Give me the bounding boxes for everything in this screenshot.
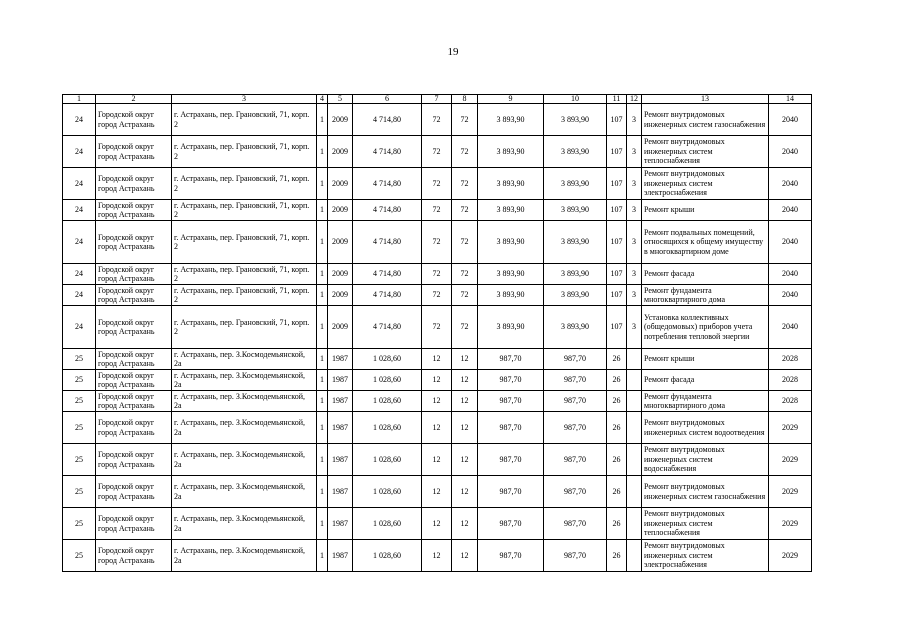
row-number-cell: 25 bbox=[63, 349, 96, 370]
cell: 107 bbox=[607, 285, 627, 306]
area-cell: 1 028,60 bbox=[353, 391, 422, 412]
table-row bbox=[63, 349, 812, 370]
area-cell: 1 028,60 bbox=[353, 508, 422, 540]
cell: 3 bbox=[627, 221, 642, 264]
municipality-cell: Городской округ город Астрахань bbox=[96, 412, 172, 444]
header-cell: 7 bbox=[422, 95, 452, 104]
municipality-cell: Городской округ город Астрахань bbox=[96, 349, 172, 370]
municipality-cell: Городской округ город Астрахань bbox=[96, 200, 172, 221]
plan-year-cell: 2040 bbox=[769, 168, 812, 200]
year-cell: 1987 bbox=[328, 370, 353, 391]
cell: 72 bbox=[422, 200, 452, 221]
cell: 3 893,90 bbox=[544, 168, 607, 200]
table-row bbox=[63, 508, 812, 540]
cell: 3 893,90 bbox=[544, 264, 607, 285]
cell: 987,70 bbox=[478, 508, 544, 540]
cell: 12 bbox=[452, 391, 478, 412]
table-row bbox=[63, 412, 812, 444]
cell: 12 bbox=[422, 370, 452, 391]
cell: 3 893,90 bbox=[544, 285, 607, 306]
row-number-cell: 24 bbox=[63, 200, 96, 221]
table-row bbox=[63, 104, 812, 136]
row-number-cell: 24 bbox=[63, 285, 96, 306]
municipality-cell: Городской округ город Астрахань bbox=[96, 391, 172, 412]
plan-year-cell: 2029 bbox=[769, 508, 812, 540]
cell: 107 bbox=[607, 200, 627, 221]
year-cell: 2009 bbox=[328, 221, 353, 264]
address-cell: г. Астрахань, пер. З.Космодемьянской, 2а bbox=[172, 444, 317, 476]
cell: 3 893,90 bbox=[478, 264, 544, 285]
work-type-cell: Ремонт внутридомовых инженерных систем теплоснабжения bbox=[642, 508, 769, 540]
cell: 12 bbox=[422, 349, 452, 370]
work-type-cell: Установка коллективных (общедомовых) приборов учета потребления тепловой энергии bbox=[642, 306, 769, 349]
work-type-cell: Ремонт внутридомовых инженерных систем водоснабжения bbox=[642, 444, 769, 476]
cell: 1 bbox=[317, 540, 328, 572]
cell: 3 893,90 bbox=[544, 104, 607, 136]
cell: 26 bbox=[607, 508, 627, 540]
cell: 72 bbox=[422, 168, 452, 200]
cell: 12 bbox=[452, 349, 478, 370]
cell: 3 893,90 bbox=[478, 104, 544, 136]
cell: 3 893,90 bbox=[478, 136, 544, 168]
address-cell: г. Астрахань, пер. Грановский, 71, корп. 2 bbox=[172, 264, 317, 285]
area-cell: 4 714,80 bbox=[353, 200, 422, 221]
municipality-cell: Городской округ город Астрахань bbox=[96, 264, 172, 285]
header-cell: 4 bbox=[317, 95, 328, 104]
cell bbox=[627, 349, 642, 370]
year-cell: 2009 bbox=[328, 285, 353, 306]
work-type-cell: Ремонт внутридомовых инженерных систем электроснабжения bbox=[642, 168, 769, 200]
work-type-cell: Ремонт внутридомовых инженерных систем газоснабжения bbox=[642, 104, 769, 136]
plan-year-cell: 2040 bbox=[769, 264, 812, 285]
address-cell: г. Астрахань, пер. З.Космодемьянской, 2а bbox=[172, 370, 317, 391]
header-cell: 11 bbox=[607, 95, 627, 104]
table-row bbox=[63, 264, 812, 285]
cell: 3 893,90 bbox=[478, 306, 544, 349]
cell: 26 bbox=[607, 444, 627, 476]
work-type-cell: Ремонт крыши bbox=[642, 200, 769, 221]
cell: 3 893,90 bbox=[544, 221, 607, 264]
header-cell: 2 bbox=[96, 95, 172, 104]
year-cell: 1987 bbox=[328, 444, 353, 476]
row-number-cell: 24 bbox=[63, 221, 96, 264]
cell: 3 bbox=[627, 200, 642, 221]
row-number-cell: 25 bbox=[63, 540, 96, 572]
work-type-cell: Ремонт фундамента многоквартирного дома bbox=[642, 285, 769, 306]
capital-repair-table bbox=[62, 94, 812, 572]
header-cell: 5 bbox=[328, 95, 353, 104]
table-row bbox=[63, 200, 812, 221]
cell: 1 bbox=[317, 508, 328, 540]
cell: 107 bbox=[607, 306, 627, 349]
header-cell: 12 bbox=[627, 95, 642, 104]
year-cell: 2009 bbox=[328, 104, 353, 136]
area-cell: 4 714,80 bbox=[353, 306, 422, 349]
cell bbox=[627, 412, 642, 444]
cell: 12 bbox=[452, 540, 478, 572]
row-number-cell: 25 bbox=[63, 391, 96, 412]
area-cell: 4 714,80 bbox=[353, 221, 422, 264]
municipality-cell: Городской округ город Астрахань bbox=[96, 306, 172, 349]
area-cell: 4 714,80 bbox=[353, 168, 422, 200]
year-cell: 2009 bbox=[328, 200, 353, 221]
cell: 72 bbox=[452, 264, 478, 285]
address-cell: г. Астрахань, пер. Грановский, 71, корп. 2 bbox=[172, 306, 317, 349]
work-type-cell: Ремонт внутридомовых инженерных систем теплоснабжения bbox=[642, 136, 769, 168]
row-number-cell: 25 bbox=[63, 412, 96, 444]
cell: 987,70 bbox=[544, 349, 607, 370]
area-cell: 4 714,80 bbox=[353, 264, 422, 285]
address-cell: г. Астрахань, пер. З.Космодемьянской, 2а bbox=[172, 391, 317, 412]
area-cell: 4 714,80 bbox=[353, 285, 422, 306]
cell: 1 bbox=[317, 285, 328, 306]
cell: 72 bbox=[452, 136, 478, 168]
work-type-cell: Ремонт фундамента многоквартирного дома bbox=[642, 391, 769, 412]
address-cell: г. Астрахань, пер. З.Космодемьянской, 2а bbox=[172, 540, 317, 572]
cell: 1 bbox=[317, 476, 328, 508]
plan-year-cell: 2040 bbox=[769, 104, 812, 136]
cell: 72 bbox=[452, 306, 478, 349]
cell: 987,70 bbox=[478, 370, 544, 391]
cell: 3 bbox=[627, 264, 642, 285]
plan-year-cell: 2029 bbox=[769, 412, 812, 444]
cell: 72 bbox=[452, 221, 478, 264]
cell: 987,70 bbox=[544, 508, 607, 540]
municipality-cell: Городской округ город Астрахань bbox=[96, 104, 172, 136]
cell: 12 bbox=[422, 391, 452, 412]
cell bbox=[627, 370, 642, 391]
cell: 987,70 bbox=[478, 412, 544, 444]
cell: 1 bbox=[317, 306, 328, 349]
cell: 12 bbox=[452, 476, 478, 508]
address-cell: г. Астрахань, пер. З.Космодемьянской, 2а bbox=[172, 412, 317, 444]
cell bbox=[627, 508, 642, 540]
table-row bbox=[63, 391, 812, 412]
plan-year-cell: 2029 bbox=[769, 476, 812, 508]
cell: 26 bbox=[607, 412, 627, 444]
year-cell: 2009 bbox=[328, 306, 353, 349]
cell: 72 bbox=[422, 104, 452, 136]
municipality-cell: Городской округ город Астрахань bbox=[96, 136, 172, 168]
cell: 72 bbox=[422, 221, 452, 264]
cell bbox=[627, 540, 642, 572]
row-number-cell: 24 bbox=[63, 306, 96, 349]
cell: 987,70 bbox=[544, 370, 607, 391]
cell: 3 893,90 bbox=[478, 168, 544, 200]
column-number-row bbox=[63, 95, 812, 104]
cell: 26 bbox=[607, 370, 627, 391]
municipality-cell: Городской округ город Астрахань bbox=[96, 168, 172, 200]
plan-year-cell: 2029 bbox=[769, 444, 812, 476]
cell: 26 bbox=[607, 540, 627, 572]
address-cell: г. Астрахань, пер. Грановский, 71, корп. 2 bbox=[172, 285, 317, 306]
address-cell: г. Астрахань, пер. З.Космодемьянской, 2а bbox=[172, 476, 317, 508]
row-number-cell: 24 bbox=[63, 264, 96, 285]
municipality-cell: Городской округ город Астрахань bbox=[96, 540, 172, 572]
header-cell: 10 bbox=[544, 95, 607, 104]
row-number-cell: 25 bbox=[63, 508, 96, 540]
cell: 72 bbox=[422, 136, 452, 168]
area-cell: 1 028,60 bbox=[353, 444, 422, 476]
header-cell: 1 bbox=[63, 95, 96, 104]
work-type-cell: Ремонт фасада bbox=[642, 370, 769, 391]
cell: 26 bbox=[607, 349, 627, 370]
row-number-cell: 25 bbox=[63, 476, 96, 508]
plan-year-cell: 2040 bbox=[769, 306, 812, 349]
plan-year-cell: 2040 bbox=[769, 200, 812, 221]
cell bbox=[627, 444, 642, 476]
cell: 3 bbox=[627, 104, 642, 136]
address-cell: г. Астрахань, пер. Грановский, 71, корп. 2 bbox=[172, 104, 317, 136]
municipality-cell: Городской округ город Астрахань bbox=[96, 370, 172, 391]
area-cell: 1 028,60 bbox=[353, 476, 422, 508]
work-type-cell: Ремонт внутридомовых инженерных систем водоотведения bbox=[642, 412, 769, 444]
cell: 987,70 bbox=[478, 540, 544, 572]
year-cell: 2009 bbox=[328, 136, 353, 168]
cell: 1 bbox=[317, 370, 328, 391]
table-row bbox=[63, 444, 812, 476]
area-cell: 1 028,60 bbox=[353, 370, 422, 391]
table-row bbox=[63, 285, 812, 306]
cell: 12 bbox=[422, 508, 452, 540]
cell: 1 bbox=[317, 221, 328, 264]
cell: 12 bbox=[422, 444, 452, 476]
cell: 26 bbox=[607, 476, 627, 508]
cell: 987,70 bbox=[478, 476, 544, 508]
table-row bbox=[63, 306, 812, 349]
plan-year-cell: 2040 bbox=[769, 221, 812, 264]
municipality-cell: Городской округ город Астрахань bbox=[96, 444, 172, 476]
page-number: 19 bbox=[447, 46, 459, 58]
table-row bbox=[63, 221, 812, 264]
cell: 3 bbox=[627, 306, 642, 349]
cell: 12 bbox=[452, 370, 478, 391]
address-cell: г. Астрахань, пер. Грановский, 71, корп. 2 bbox=[172, 136, 317, 168]
area-cell: 1 028,60 bbox=[353, 540, 422, 572]
cell: 3 893,90 bbox=[544, 306, 607, 349]
address-cell: г. Астрахань, пер. З.Космодемьянской, 2а bbox=[172, 349, 317, 370]
cell: 72 bbox=[422, 285, 452, 306]
cell: 12 bbox=[452, 508, 478, 540]
plan-year-cell: 2040 bbox=[769, 136, 812, 168]
header-cell: 8 bbox=[452, 95, 478, 104]
work-type-cell: Ремонт внутридомовых инженерных систем газоснабжения bbox=[642, 476, 769, 508]
cell: 1 bbox=[317, 349, 328, 370]
row-number-cell: 24 bbox=[63, 104, 96, 136]
cell: 1 bbox=[317, 168, 328, 200]
row-number-cell: 24 bbox=[63, 136, 96, 168]
cell: 1 bbox=[317, 264, 328, 285]
cell: 12 bbox=[452, 412, 478, 444]
cell: 3 893,90 bbox=[478, 285, 544, 306]
header-cell: 9 bbox=[478, 95, 544, 104]
year-cell: 1987 bbox=[328, 476, 353, 508]
cell: 3 893,90 bbox=[478, 221, 544, 264]
area-cell: 1 028,60 bbox=[353, 349, 422, 370]
plan-year-cell: 2029 bbox=[769, 540, 812, 572]
cell: 72 bbox=[422, 264, 452, 285]
cell: 12 bbox=[422, 412, 452, 444]
row-number-cell: 24 bbox=[63, 168, 96, 200]
address-cell: г. Астрахань, пер. З.Космодемьянской, 2а bbox=[172, 508, 317, 540]
cell: 72 bbox=[452, 168, 478, 200]
year-cell: 2009 bbox=[328, 264, 353, 285]
cell: 26 bbox=[607, 391, 627, 412]
table-row bbox=[63, 168, 812, 200]
year-cell: 1987 bbox=[328, 540, 353, 572]
plan-year-cell: 2028 bbox=[769, 349, 812, 370]
year-cell: 1987 bbox=[328, 349, 353, 370]
row-number-cell: 25 bbox=[63, 370, 96, 391]
cell: 72 bbox=[452, 104, 478, 136]
cell: 987,70 bbox=[544, 391, 607, 412]
cell: 3 bbox=[627, 285, 642, 306]
cell: 72 bbox=[452, 285, 478, 306]
header-cell: 14 bbox=[769, 95, 812, 104]
municipality-cell: Городской округ город Астрахань bbox=[96, 285, 172, 306]
address-cell: г. Астрахань, пер. Грановский, 71, корп. 2 bbox=[172, 168, 317, 200]
cell: 987,70 bbox=[478, 349, 544, 370]
work-type-cell: Ремонт внутридомовых инженерных систем электроснабжения bbox=[642, 540, 769, 572]
cell bbox=[627, 476, 642, 508]
header-cell: 6 bbox=[353, 95, 422, 104]
cell: 3 bbox=[627, 168, 642, 200]
cell: 1 bbox=[317, 104, 328, 136]
row-number-cell: 25 bbox=[63, 444, 96, 476]
cell: 107 bbox=[607, 104, 627, 136]
area-cell: 4 714,80 bbox=[353, 136, 422, 168]
cell: 987,70 bbox=[544, 412, 607, 444]
work-type-cell: Ремонт подвальных помещений, относящихся к общему имуществу в многоквартирном доме bbox=[642, 221, 769, 264]
municipality-cell: Городской округ город Астрахань bbox=[96, 508, 172, 540]
plan-year-cell: 2028 bbox=[769, 391, 812, 412]
cell: 107 bbox=[607, 168, 627, 200]
municipality-cell: Городской округ город Астрахань bbox=[96, 476, 172, 508]
cell: 107 bbox=[607, 221, 627, 264]
cell: 1 bbox=[317, 412, 328, 444]
cell: 3 893,90 bbox=[544, 136, 607, 168]
municipality-cell: Городской округ город Астрахань bbox=[96, 221, 172, 264]
cell: 72 bbox=[422, 306, 452, 349]
work-type-cell: Ремонт крыши bbox=[642, 349, 769, 370]
area-cell: 1 028,60 bbox=[353, 412, 422, 444]
table-row bbox=[63, 370, 812, 391]
cell: 12 bbox=[452, 444, 478, 476]
year-cell: 1987 bbox=[328, 412, 353, 444]
cell: 1 bbox=[317, 200, 328, 221]
cell: 12 bbox=[422, 476, 452, 508]
header-cell: 13 bbox=[642, 95, 769, 104]
cell: 3 893,90 bbox=[544, 200, 607, 221]
table-row bbox=[63, 136, 812, 168]
plan-year-cell: 2028 bbox=[769, 370, 812, 391]
year-cell: 2009 bbox=[328, 168, 353, 200]
table-row bbox=[63, 476, 812, 508]
area-cell: 4 714,80 bbox=[353, 104, 422, 136]
cell: 987,70 bbox=[544, 540, 607, 572]
cell: 987,70 bbox=[544, 476, 607, 508]
cell: 1 bbox=[317, 136, 328, 168]
plan-year-cell: 2040 bbox=[769, 285, 812, 306]
address-cell: г. Астрахань, пер. Грановский, 71, корп. 2 bbox=[172, 221, 317, 264]
address-cell: г. Астрахань, пер. Грановский, 71, корп. 2 bbox=[172, 200, 317, 221]
year-cell: 1987 bbox=[328, 508, 353, 540]
header-cell: 3 bbox=[172, 95, 317, 104]
year-cell: 1987 bbox=[328, 391, 353, 412]
cell: 1 bbox=[317, 391, 328, 412]
cell: 107 bbox=[607, 136, 627, 168]
cell: 12 bbox=[422, 540, 452, 572]
cell: 3 893,90 bbox=[478, 200, 544, 221]
cell: 987,70 bbox=[478, 391, 544, 412]
cell: 1 bbox=[317, 444, 328, 476]
work-type-cell: Ремонт фасада bbox=[642, 264, 769, 285]
cell: 3 bbox=[627, 136, 642, 168]
cell: 107 bbox=[607, 264, 627, 285]
cell: 987,70 bbox=[544, 444, 607, 476]
cell bbox=[627, 391, 642, 412]
cell: 72 bbox=[452, 200, 478, 221]
cell: 987,70 bbox=[478, 444, 544, 476]
table-row bbox=[63, 540, 812, 572]
